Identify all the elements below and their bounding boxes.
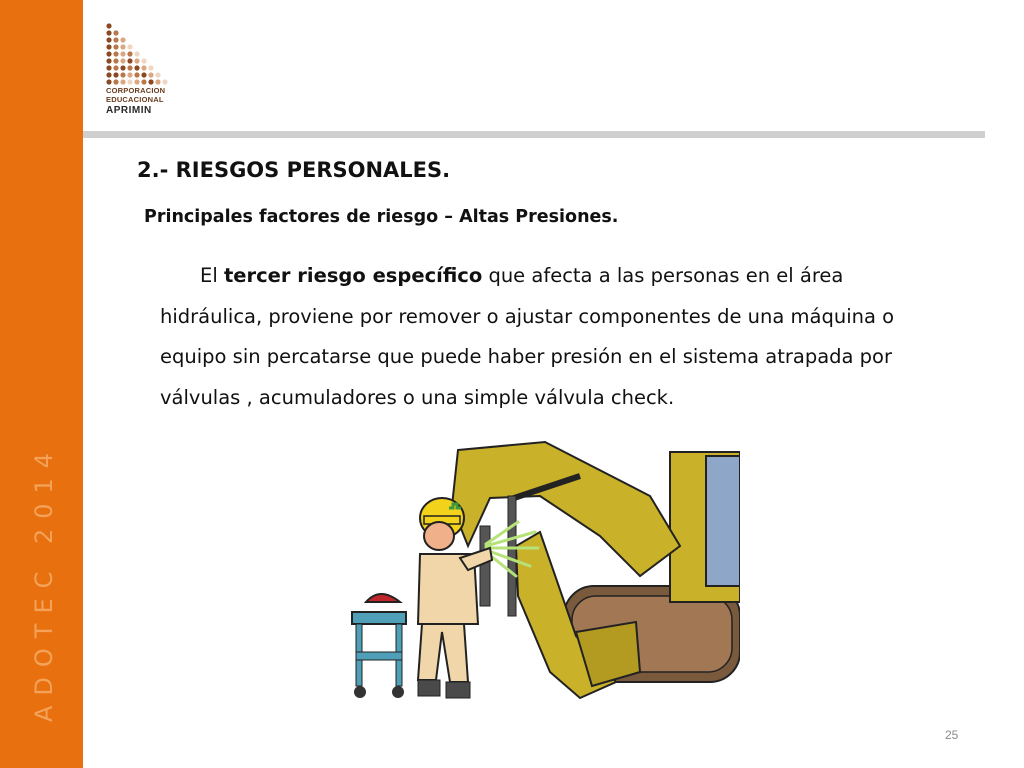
body-paragraph [160,256,920,418]
slide-title: 2.- RIESGOS PERSONALES. [137,158,451,182]
sidebar-brand-text: ADOTEC 2014 [30,442,58,722]
tool-cart-icon [352,594,406,698]
excavator-icon [452,442,740,698]
header-divider [83,131,985,138]
logo-text-educacional: EDUCACIONAL [106,95,164,104]
logo-text-corporacion: CORPORACION [106,86,166,95]
body-emphasis: tercer riesgo específico [223,264,483,287]
body-rest: que afecta a las personas en el área hidráulica, proviene por remover o ajustar componentes de una máquina o equipo sin percatarse que puede haber presión en el sistema atrapada por válvulas , acumuladores o una simple válvula check. [160,264,895,409]
page-number: 25 [945,728,959,742]
hydraulic-leak-illustration [340,436,740,712]
slide-subtitle: Principales factores de riesgo – Altas Presiones. [144,207,619,227]
logo-text-aprimin: APRIMIN [106,105,152,116]
body-intro: El [200,264,224,287]
